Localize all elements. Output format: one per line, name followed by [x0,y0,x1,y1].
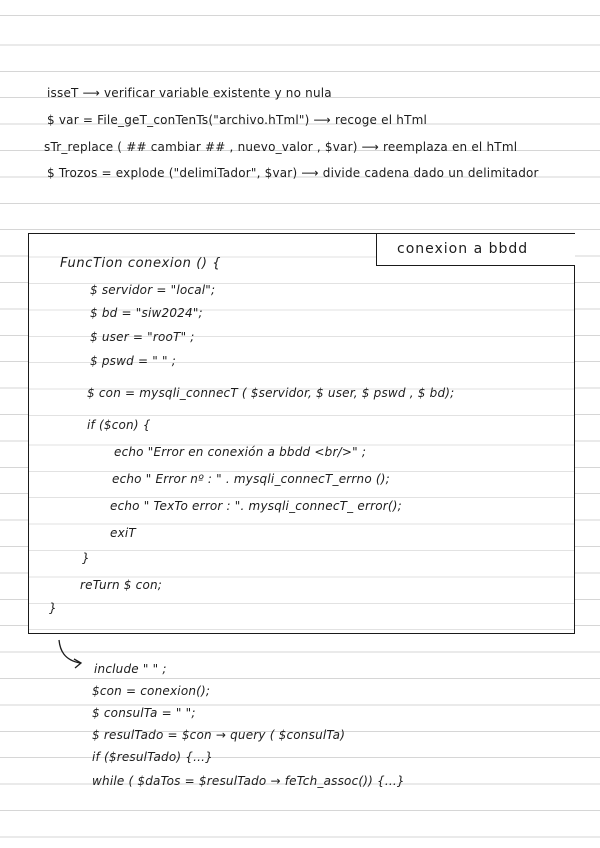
code-box-title: conexion a bbdd [397,241,529,257]
code-line-pswd: $ pswd = " " ; [90,354,176,368]
code-line-if: if ($con) { [87,418,151,432]
code-line-echo-texto: echo " TexTo error : ". mysqli_connecT_ error(); [110,499,402,513]
code-line-function: FuncTion conexion () { [60,256,222,271]
code-line-servidor: $ servidor = "local"; [90,283,216,297]
usage-line-if: if ($resulTado) {...} [92,750,213,764]
note-str-replace: sTr_replace ( ## cambiar ## , nuevo_valor , $var) ⟶ reemplaza en el hTml [44,140,518,154]
code-line-close-if: } [82,551,90,565]
usage-line-include: include " " ; [94,662,167,676]
code-line-return: reTurn $ con; [80,578,163,592]
curved-arrow-icon [54,638,94,678]
note-isset: isseT ⟶ verificar variable existente y no nula [47,86,332,100]
usage-line-while: while ( $daTos = $resulTado → feTch_assoc()) {...} [92,774,405,788]
code-line-user: $ user = "rooT" ; [90,330,195,344]
usage-line-con: $con = conexion(); [92,684,211,698]
note-file-get-contents: $ var = File_geT_conTenTs("archivo.hTml") ⟶ recoge el hTml [47,113,428,127]
code-line-connect: $ con = mysqli_connecT ( $servidor, $ user, $ pswd , $ bd); [87,386,455,400]
code-box-title-tab [376,234,575,266]
code-line-exit: exiT [110,526,136,540]
code-line-close-function: } [49,601,57,615]
usage-line-consulta: $ consulTa = " "; [92,706,196,720]
note-explode: $ Trozos = explode ("delimiTador", $var) ⟶ divide cadena dado un delimitador [47,166,539,180]
code-line-echo-error: echo "Error en conexión a bbdd <br/>" ; [114,445,367,459]
code-line-bd: $ bd = "siw2024"; [90,306,203,320]
code-line-echo-errno: echo " Error nº : " . mysqli_connecT_errno (); [112,472,390,486]
usage-line-resultado: $ resulTado = $con → query ( $consulTa) [92,728,346,742]
